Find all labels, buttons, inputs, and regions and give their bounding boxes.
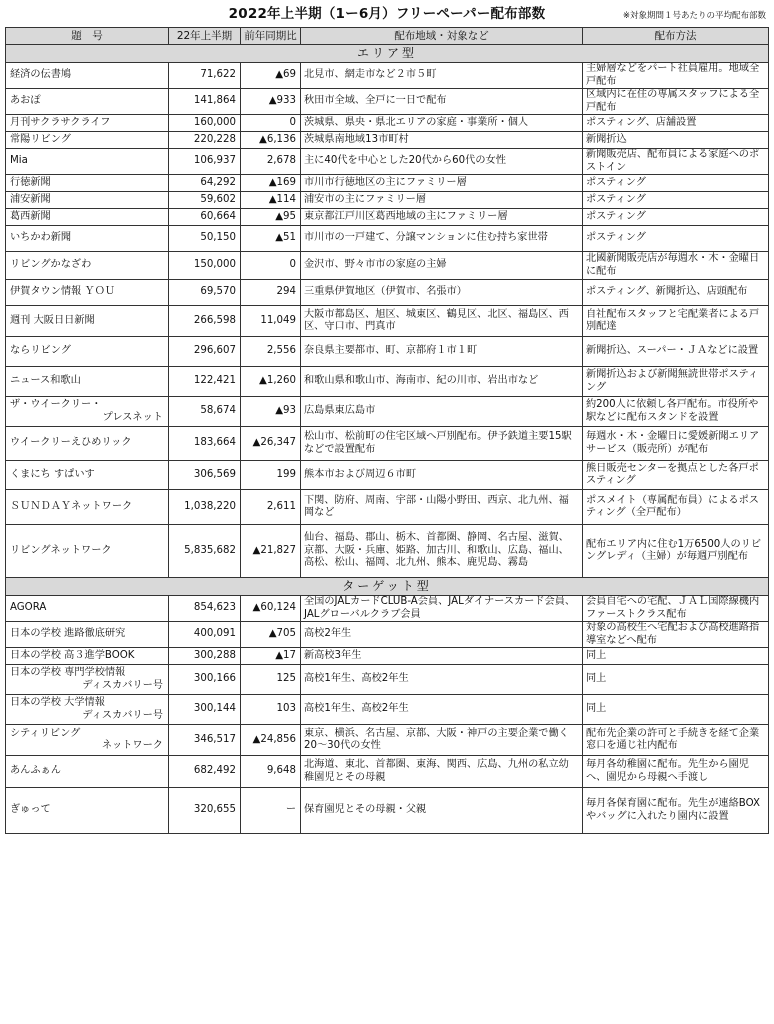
- distribution-method: 対象の高校生へ宅配および高校進路指導室などへ配布: [583, 622, 769, 648]
- yoy-value: ▲1,260: [241, 367, 301, 397]
- distribution-method: 新聞折込および新聞無読世帯ポスティング: [583, 367, 769, 397]
- yoy-value: 103: [241, 695, 301, 725]
- publication-name-line2: ネットワーク: [101, 740, 163, 751]
- header-yoy: 前年同期比: [241, 28, 301, 45]
- table-body: [6, 45, 769, 834]
- distribution-area: 奈良県主要都市、町、京都府１市１町: [301, 337, 583, 367]
- publication-name: [6, 226, 169, 252]
- distribution-area: 高校2年生: [301, 622, 583, 648]
- publication-name-line1: くまにち すぱいす: [10, 468, 95, 480]
- publication-name: [6, 115, 169, 132]
- yoy-value: ー: [241, 788, 301, 834]
- table-row: [6, 725, 769, 756]
- page-title: 2022年上半期（1ー6月）フリーペーパー配布部数: [228, 6, 546, 22]
- distribution-method: 会員自宅への宅配、ＪＡＬ国際線機内ファーストクラス配布: [583, 596, 769, 622]
- circulation-value: 346,517: [169, 725, 241, 756]
- table-row: [6, 306, 769, 337]
- circulation-value: 183,664: [169, 427, 241, 461]
- table-row: [6, 367, 769, 397]
- distribution-area: 新高校3年生: [301, 648, 583, 665]
- publication-name-line1: 週刊 大阪日日新聞: [10, 314, 95, 326]
- table-row: [6, 192, 769, 209]
- yoy-value: 0: [241, 115, 301, 132]
- distribution-method: ポスティング: [583, 192, 769, 209]
- distribution-area: 市川市の一戸建て、分譲マンションに住む持ち家世帯: [301, 226, 583, 252]
- yoy-value: ▲93: [241, 397, 301, 427]
- distribution-area: 北見市、網走市など２市５町: [301, 63, 583, 89]
- circulation-value: 296,607: [169, 337, 241, 367]
- yoy-value: 125: [241, 665, 301, 695]
- publication-name-line1: 日本の学校 進路徹底研究: [10, 628, 126, 640]
- publication-name-line1: リビングネットワーク: [10, 544, 112, 556]
- distribution-method: 新聞折込: [583, 132, 769, 149]
- circulation-value: 400,091: [169, 622, 241, 648]
- distribution-method: 配布エリア内に住む1万6500人のリビングレディ（主婦）が毎週戸別配布: [583, 525, 769, 578]
- table-row: [6, 788, 769, 834]
- table-row: [6, 622, 769, 648]
- distribution-area: 和歌山県和歌山市、海南市、紀の川市、岩出市など: [301, 367, 583, 397]
- table-row: [6, 115, 769, 132]
- distribution-method: 新聞販売店、配布員による家庭へのポストイン: [583, 149, 769, 175]
- yoy-value: 2,556: [241, 337, 301, 367]
- distribution-area: 全国のJALカードCLUB-A会員、JALダイナースカード会員、JALグローバルクラブ会員: [301, 596, 583, 622]
- circulation-value: 69,570: [169, 280, 241, 306]
- publication-name: [6, 461, 169, 490]
- distribution-area: 秋田市全域、全戸に一日で配布: [301, 89, 583, 115]
- table-row: [6, 226, 769, 252]
- yoy-value: ▲51: [241, 226, 301, 252]
- table-row: [6, 397, 769, 427]
- table-row: [6, 525, 769, 578]
- distribution-area: 保育園児とその母親・父親: [301, 788, 583, 834]
- distribution-method: 配布先企業の許可と手続きを経て企業窓口を通じ社内配布: [583, 725, 769, 756]
- publication-name-line1: シティリビング: [10, 727, 81, 739]
- publication-name: [6, 337, 169, 367]
- yoy-value: 199: [241, 461, 301, 490]
- publication-name-line1: あおぽ: [10, 95, 41, 107]
- circulation-value: 50,150: [169, 226, 241, 252]
- publication-name: [6, 63, 169, 89]
- table-row: [6, 89, 769, 115]
- circulation-value: 300,144: [169, 695, 241, 725]
- header-method: 配布方法: [583, 28, 769, 45]
- publication-name: [6, 367, 169, 397]
- publication-name-line1: 伊賀タウン情報 ＹＯＵ: [10, 286, 116, 298]
- publication-name: [6, 149, 169, 175]
- table-row: [6, 596, 769, 622]
- publication-name-line1: ＳＵＮＤＡＹネットワーク: [10, 500, 133, 512]
- distribution-method: 自社配布スタッフと宅配業者による戸別配達: [583, 306, 769, 337]
- circulation-value: 266,598: [169, 306, 241, 337]
- distribution-area: 浦安市の主にファミリー層: [301, 192, 583, 209]
- publication-name-line1: 日本の学校 高３進学BOOK: [10, 649, 135, 661]
- yoy-value: ▲26,347: [241, 427, 301, 461]
- yoy-value: ▲6,136: [241, 132, 301, 149]
- circulation-value: 320,655: [169, 788, 241, 834]
- distribution-area: 松山市、松前町の住宅区域へ戸別配布。伊予鉄道主要15駅などで設置配布: [301, 427, 583, 461]
- yoy-value: ▲95: [241, 209, 301, 226]
- circulation-table: [5, 27, 769, 834]
- publication-name: [6, 525, 169, 578]
- table-row: [6, 252, 769, 280]
- distribution-area: 高校1年生、高校2年生: [301, 695, 583, 725]
- table-row: [6, 695, 769, 725]
- header-circulation: 22年上半期: [169, 28, 241, 45]
- publication-name: [6, 397, 169, 427]
- section-label: ターゲット型: [6, 578, 769, 596]
- circulation-value: 1,038,220: [169, 490, 241, 525]
- publication-name-line1: 日本の学校 専門学校情報: [10, 667, 126, 678]
- distribution-area: 市川市行徳地区の主にファミリー層: [301, 175, 583, 192]
- table-row: [6, 175, 769, 192]
- distribution-method: 毎週水・木・金曜日に愛媛新聞エリアサービス（販売所）が配布: [583, 427, 769, 461]
- yoy-value: ▲705: [241, 622, 301, 648]
- distribution-area: 広島県東広島市: [301, 397, 583, 427]
- yoy-value: 0: [241, 252, 301, 280]
- header-title: 題 号: [6, 28, 169, 45]
- distribution-method: 熊日販売センターを拠点とした各戸ポスティング: [583, 461, 769, 490]
- publication-name-line1: ウイークリーえひめリック: [10, 437, 132, 449]
- circulation-value: 300,166: [169, 665, 241, 695]
- distribution-method: ポスティング: [583, 175, 769, 192]
- distribution-area: 主に40代を中心とした20代から60代の女性: [301, 149, 583, 175]
- publication-name-line1: 日本の学校 大学情報: [10, 697, 105, 708]
- publication-name: [6, 306, 169, 337]
- distribution-area: 高校1年生、高校2年生: [301, 665, 583, 695]
- circulation-value: 306,569: [169, 461, 241, 490]
- distribution-area: 東京、横浜、名古屋、京都、大阪・神戸の主要企業で働く20～30代の女性: [301, 725, 583, 756]
- publication-name-line1: リビングかなざわ: [10, 259, 92, 271]
- publication-name: [6, 427, 169, 461]
- yoy-value: ▲60,124: [241, 596, 301, 622]
- circulation-value: 300,288: [169, 648, 241, 665]
- yoy-value: ▲21,827: [241, 525, 301, 578]
- publication-name-line1: Mia: [10, 155, 28, 167]
- circulation-value: 160,000: [169, 115, 241, 132]
- publication-name: [6, 490, 169, 525]
- circulation-value: 122,421: [169, 367, 241, 397]
- yoy-value: ▲17: [241, 648, 301, 665]
- publication-name-line1: 葛西新聞: [10, 210, 51, 222]
- table-row: [6, 490, 769, 525]
- table-row: [6, 461, 769, 490]
- distribution-method: ポスティング: [583, 209, 769, 226]
- yoy-value: 2,611: [241, 490, 301, 525]
- table-row: [6, 427, 769, 461]
- yoy-value: 2,678: [241, 149, 301, 175]
- circulation-value: 682,492: [169, 756, 241, 788]
- table-row: [6, 209, 769, 226]
- table-header-row: [6, 28, 769, 45]
- circulation-value: 64,292: [169, 175, 241, 192]
- publication-name-line1: あんふぁん: [10, 765, 61, 777]
- yoy-value: 9,648: [241, 756, 301, 788]
- publication-name: [6, 192, 169, 209]
- distribution-method: 区域内に在住の専属スタッフによる全戸配布: [583, 89, 769, 115]
- publication-name: [6, 695, 169, 725]
- table-row: [6, 665, 769, 695]
- publication-name-line1: 経済の伝書鳩: [10, 69, 72, 81]
- distribution-method: 約200人に依頼し各戸配布。市役所や駅などに配布スタンドを設置: [583, 397, 769, 427]
- circulation-value: 58,674: [169, 397, 241, 427]
- table-row: [6, 63, 769, 89]
- publication-name-line1: ぎゅって: [10, 804, 51, 816]
- table-row: [6, 149, 769, 175]
- distribution-method: ポスティング、店舗設置: [583, 115, 769, 132]
- distribution-method: ポスメイト（専属配布員）によるポスティング（全戸配布）: [583, 490, 769, 525]
- table-row: [6, 280, 769, 306]
- circulation-value: 106,937: [169, 149, 241, 175]
- publication-name: [6, 132, 169, 149]
- distribution-area: 茨城県、県央・県北エリアの家庭・事業所・個人: [301, 115, 583, 132]
- distribution-method: ポスティング、新聞折込、店頭配布: [583, 280, 769, 306]
- yoy-value: ▲24,856: [241, 725, 301, 756]
- publication-name-line1: ザ・ウイークリー・: [10, 399, 102, 410]
- publication-name-line1: いちかわ新聞: [10, 232, 72, 244]
- circulation-value: 150,000: [169, 252, 241, 280]
- distribution-method: ポスティング: [583, 226, 769, 252]
- distribution-method: 毎月各保育園に配布。先生が連絡BOXやバッグに入れたり園内に設置: [583, 788, 769, 834]
- publication-name: [6, 665, 169, 695]
- publication-name-line2: ディスカバリー号: [82, 679, 163, 691]
- distribution-area: 金沢市、野々市市の家庭の主婦: [301, 252, 583, 280]
- footnote: ※対象期間１号あたりの平均配布部数: [622, 11, 766, 21]
- table-row: [6, 756, 769, 788]
- publication-name: [6, 175, 169, 192]
- publication-name-line1: ならリビング: [10, 345, 71, 357]
- section-header-row: [6, 578, 769, 596]
- distribution-area: 下関、防府、周南、宇部・山陽小野田、西京、北九州、福岡など: [301, 490, 583, 525]
- distribution-method: 北國新聞販売店が毎週水・木・金曜日に配布: [583, 252, 769, 280]
- circulation-value: 5,835,682: [169, 525, 241, 578]
- publication-name: [6, 280, 169, 306]
- table-row: [6, 648, 769, 665]
- circulation-value: 59,602: [169, 192, 241, 209]
- publication-name: [6, 596, 169, 622]
- header-area: 配布地域・対象など: [301, 28, 583, 45]
- table-row: [6, 132, 769, 149]
- publication-name-line1: 浦安新聞: [10, 193, 51, 205]
- publication-name-line1: ニュース和歌山: [10, 375, 81, 387]
- yoy-value: ▲69: [241, 63, 301, 89]
- distribution-method: 同上: [583, 648, 769, 665]
- yoy-value: 294: [241, 280, 301, 306]
- yoy-value: 11,049: [241, 306, 301, 337]
- distribution-area: 東京都江戸川区葛西地域の主にファミリー層: [301, 209, 583, 226]
- publication-name-line1: AGORA: [10, 602, 47, 614]
- circulation-value: 71,622: [169, 63, 241, 89]
- distribution-method: 主婦層などをパート社員雇用。地域全戸配布: [583, 63, 769, 89]
- publication-name: [6, 756, 169, 788]
- distribution-area: 仙台、福島、郡山、栃木、首都圏、静岡、名古屋、滋賀、京都、大阪・兵庫、姫路、加古川、和歌山、広島、福山、高松、松山、福岡、北九州、熊本、鹿児島、霧島: [301, 525, 583, 578]
- distribution-method: 新聞折込、スーパー・ＪＡなどに設置: [583, 337, 769, 367]
- yoy-value: ▲169: [241, 175, 301, 192]
- distribution-area: 北海道、東北、首都圏、東海、関西、広島、九州の私立幼稚園児とその母親: [301, 756, 583, 788]
- circulation-value: 854,623: [169, 596, 241, 622]
- publication-name-line1: 行徳新聞: [10, 176, 51, 188]
- distribution-method: 毎月各幼稚園に配布。先生から園児へ、園児から母親へ手渡し: [583, 756, 769, 788]
- publication-name: [6, 648, 169, 665]
- publication-name-line2: プレスネット: [102, 411, 163, 423]
- table-row: [6, 337, 769, 367]
- publication-name: [6, 788, 169, 834]
- publication-name: [6, 622, 169, 648]
- circulation-value: 141,864: [169, 89, 241, 115]
- yoy-value: ▲114: [241, 192, 301, 209]
- distribution-area: 大阪市都島区、旭区、城東区、鶴見区、北区、福島区、西区、守口市、門真市: [301, 306, 583, 337]
- publication-name-line1: 常陽リビング: [10, 133, 71, 145]
- circulation-value: 220,228: [169, 132, 241, 149]
- distribution-method: 同上: [583, 665, 769, 695]
- distribution-method: 同上: [583, 695, 769, 725]
- distribution-area: 熊本市および周辺６市町: [301, 461, 583, 490]
- publication-name: [6, 725, 169, 756]
- yoy-value: ▲933: [241, 89, 301, 115]
- section-header-row: [6, 45, 769, 63]
- section-label: エリア型: [6, 45, 769, 63]
- circulation-value: 60,664: [169, 209, 241, 226]
- publication-name: [6, 252, 169, 280]
- distribution-area: 茨城県南地域13市町村: [301, 132, 583, 149]
- publication-name: [6, 89, 169, 115]
- publication-name-line2: ディスカバリー号: [82, 709, 163, 721]
- publication-name: [6, 209, 169, 226]
- distribution-area: 三重県伊賀地区（伊賀市、名張市）: [301, 280, 583, 306]
- publication-name-line1: 月刊サクラサクライフ: [10, 116, 111, 128]
